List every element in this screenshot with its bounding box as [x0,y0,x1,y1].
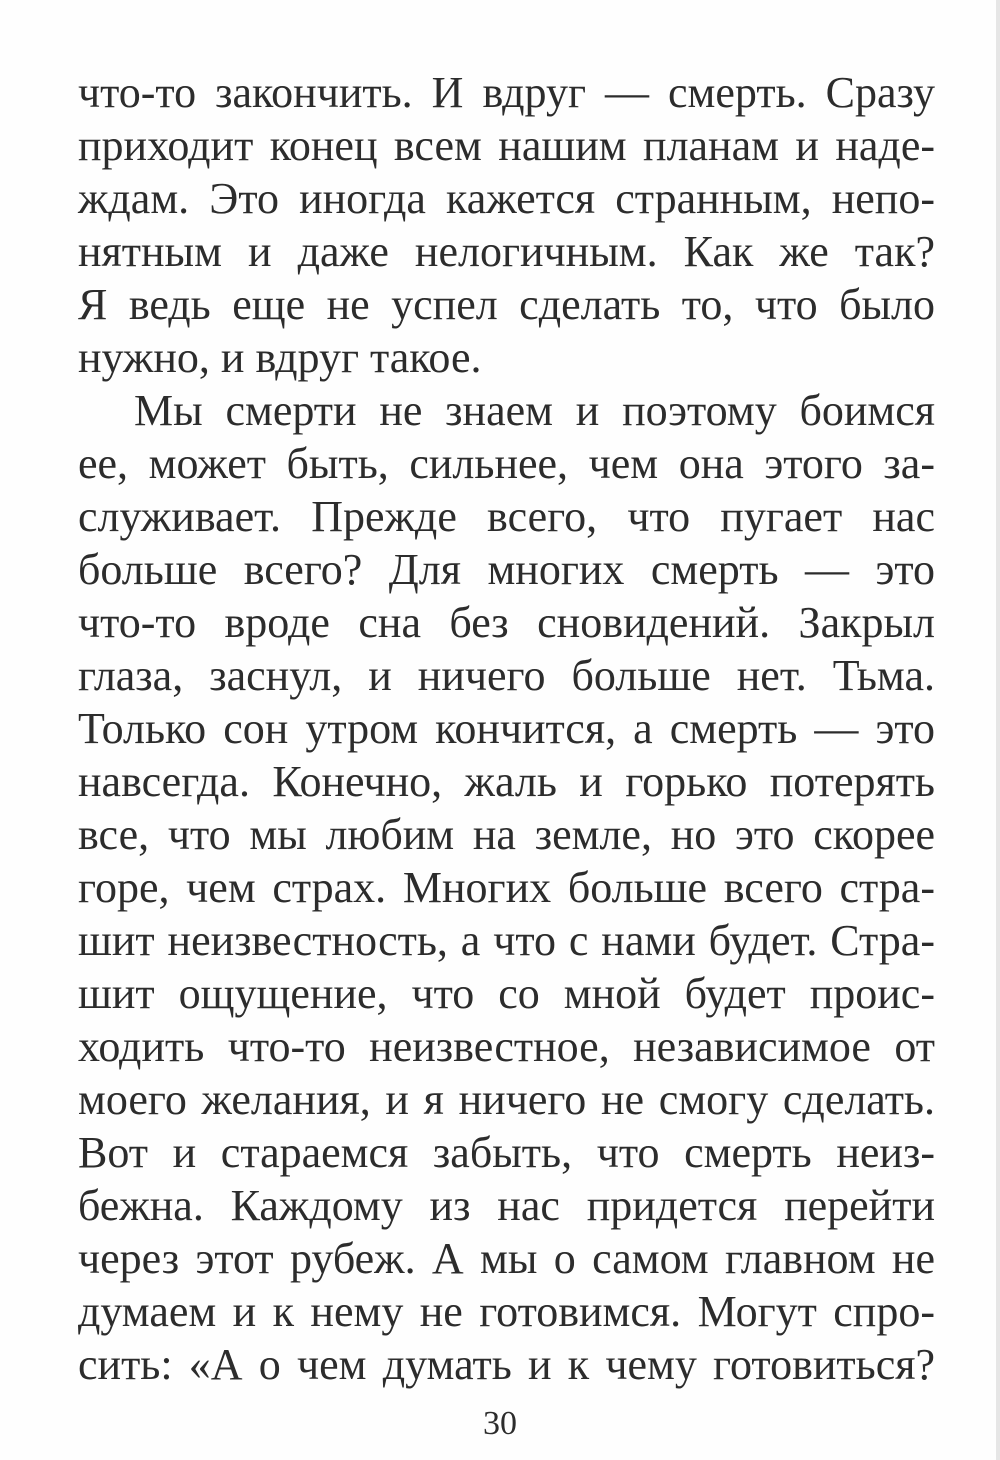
text-line: Только сон утром кончится, а смерть — это [78,704,935,753]
text-line: все, что мы любим на земле, но это скорее [78,810,935,859]
text-line: больше всего? Для многих смерть — это [78,545,935,594]
text-line: сить: «А о чем думать и к чему готовиться? [78,1340,935,1389]
text-line: горе, чем страх. Многих больше всего стра- [78,863,935,912]
text-line: что-то закончить. И вдруг — смерть. Сразу [78,68,935,117]
text-line: приходит конец всем нашим планам и наде- [78,121,935,170]
text-line: через этот рубеж. А мы о самом главном не [78,1234,935,1283]
text-line: глаза, заснул, и ничего больше нет. Тьма. [78,651,935,700]
text-line: что-то вроде сна без сновидений. Закрыл [78,598,935,647]
text-line: ее, может быть, сильнее, чем она этого за- [78,439,935,488]
text-line: нятным и даже нелогичным. Как же так? [78,227,935,276]
text-line: Я ведь еще не успел сделать то, что было [78,280,935,329]
text-line: бежна. Каждому из нас придется перейти [78,1181,935,1230]
page-number: 30 [483,1405,517,1442]
text-line: моего желания, и я ничего не смогу сделать. [78,1075,935,1124]
text-line: навсегда. Конечно, жаль и горько потерять [78,757,935,806]
text-line: думаем и к нему не готовимся. Могут спро- [78,1287,935,1336]
page-edge [996,0,1000,1460]
text-line: шит неизвестность, а что с нами будет. Стра- [78,916,935,965]
text-line: ходить что-то неизвестное, независимое от [78,1022,935,1071]
text-line: ждам. Это иногда кажется странным, непо- [78,174,935,223]
text-line: служивает. Прежде всего, что пугает нас [78,492,935,541]
text-line: шит ощущение, что со мной будет проис- [78,969,935,1018]
text-line: Мы смерти не знаем и поэтому боимся [134,386,935,435]
text-line: нужно, и вдруг такое. [78,333,482,382]
text-line: Вот и стараемся забыть, что смерть неиз- [78,1128,935,1177]
